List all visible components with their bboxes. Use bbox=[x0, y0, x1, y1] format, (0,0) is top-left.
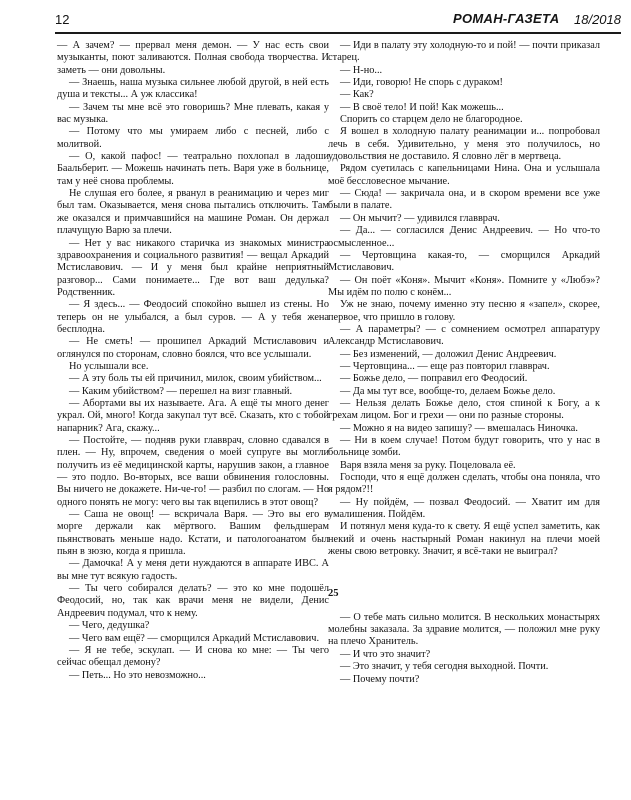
right-column bbox=[328, 40, 600, 686]
paragraph: — Чего, дедушка? bbox=[69, 620, 150, 632]
paragraph: Господи, что я ещё должен сделать, чтобы она поняла, что я рядом?!! bbox=[328, 472, 600, 496]
paragraph: — Зачем ты мне всё это говоришь? Мне плевать, какая у вас музыка. bbox=[57, 101, 329, 126]
paragraph: — Это значит, у тебя сегодня выходной. Почти. bbox=[340, 661, 549, 673]
left-column bbox=[57, 40, 329, 682]
paragraph: — Иди в палату эту холодную-то и пой! — почти приказал старец. bbox=[328, 40, 600, 64]
paragraph: Варя взяла меня за руку. Поцеловала её. bbox=[340, 459, 516, 471]
magazine-title: РОМАН-ГАЗЕТА bbox=[453, 11, 560, 26]
paragraph: — А параметры? — с сомнением осмотрел аппаратуру Александр Мстиславович. bbox=[328, 323, 600, 348]
paragraph: Но услышали все. bbox=[69, 360, 149, 372]
paragraph: — Да мы тут все, вообще-то, делаем Божье дело. bbox=[340, 385, 556, 397]
issue-number: 18/2018 bbox=[574, 12, 621, 27]
paragraph: — Сюда! — закричала она, и в скором времени все уже были в палате. bbox=[328, 188, 600, 212]
paragraph: — Да... — согласился Денис Андреевич. — Но что-то осмысленное... bbox=[328, 225, 600, 249]
paragraph: — А зачем? — прервал меня демон. — У нас есть свои музыканты, поют заливаются. Полная свобода творчества. И заметь — они довольны. bbox=[57, 40, 329, 76]
page-header bbox=[55, 10, 621, 40]
paragraph: — Постойте, — подняв руки главврач, словно сдавался в плен. — Ну, впрочем, сведения о моей супруге вы могли получить из её медицинской карты, нарушив закон, а главное — это подло. Во-вторых, все ваши обвинения голословны. Вы ничего не докажете. Ни-че-го! — разбил по слогам. — Но одного понять не могу: чего вы так вцепились в этот овощ? bbox=[57, 435, 329, 508]
paragraph: И потянул меня куда-то к свету. Я ещё успел заметить, как некий и очень настырный Роман накинул на плечи моей жены свою ветровку. Значит, я всё-таки не выиграл? bbox=[328, 521, 600, 558]
page-number: 12 bbox=[55, 12, 70, 27]
paragraph: — Чертовщина... — еще раз повторил главврач. bbox=[340, 360, 550, 372]
paragraph: — В своё тело! И пой! Как можешь... bbox=[340, 101, 504, 113]
paragraph: — Нельзя делать Божье дело, стоя спиной к Богу, а к грехам лицом. Бог и грехи — они по разные стороны. bbox=[328, 397, 600, 422]
paragraph: — Он поёт «Коня». Мычит «Коня». Помните у «Любэ»? Мы идём по полю с конём... bbox=[328, 274, 600, 298]
paragraph: Спорить со старцем дело не благородное. bbox=[340, 114, 523, 126]
paragraph: Уж не знаю, почему именно эту песню я «запел», скорее, первое, что пришло в голову. bbox=[328, 299, 600, 323]
paragraph: — Петь... Но это невозможно... bbox=[69, 669, 206, 681]
paragraph: — И что это значит? bbox=[340, 648, 431, 660]
paragraph: — А эту боль ты ей причинил, милок, своим убийством... bbox=[69, 373, 322, 385]
paragraph: — Можно я на видео запишу? — вмешалась Ниночка. bbox=[340, 422, 578, 434]
paragraph: — Он мычит? — удивился главврач. bbox=[340, 212, 500, 224]
paragraph: Я вошел в холодную палату реанимации и... попробовал лечь в себя. Удивительно, у меня это получилось, но удовольствия не доставило. Я словно лёг в мертвеца. bbox=[328, 126, 600, 163]
paragraph: — О тебе мать сильно молится. В нескольких монастырях молебны заказала. За здравие молится, — положил мне руку на плечо Хранитель. bbox=[328, 611, 600, 648]
paragraph: — Нет у вас никакого старичка из знакомых министра здравоохранения и социального развития! — вещал Аркадий Мстиславович. — И у меня был крайне неприятный разговор... Сами понимаете... Где вот ваш дедулька? Родственник. bbox=[57, 237, 329, 298]
paragraph: — Дамочка! А у меня дети нуждаются в аппарате ИВС. А вы мне тут всякую гадость. bbox=[57, 558, 329, 582]
paragraph: — Почему почти? bbox=[340, 673, 420, 685]
paragraph: — Чертовщина какая-то, — сморщился Аркадий Мстиславович. bbox=[328, 249, 600, 274]
paragraph: — Иди, говорю! Не спорь с дураком! bbox=[340, 77, 503, 89]
paragraph: — Потому что мы умираем либо с песней, либо с молитвой. bbox=[57, 126, 329, 150]
paragraph: — Чего вам ещё? — сморщился Аркадий Мстиславович. bbox=[69, 632, 320, 644]
paragraph: — Ты чего собирался делать? — это ко мне подошёл Феодосий, но, так как врачи меня не видели, Денис Андреевич подумал, что к нему. bbox=[57, 583, 329, 619]
paragraph: — Божье дело, — поправил его Феодосий. bbox=[340, 373, 528, 385]
paragraph: — Саша не овощ! — вскричала Варя. — Это вы его в морге держали как мёртвого. Вашим фельдшерам пьянствовать меньше надо. Кстати, и патологоанатом был пьян в зюзю, когда я пришла. bbox=[57, 509, 329, 558]
paragraph: — Не сметь! — прошипел Аркадий Мстиславович и оглянулся по сторонам, словно боялся, что все услышали. bbox=[57, 336, 329, 360]
paragraph: — Ни в коем случае! Потом будут говорить, что у нас в больнице зомби. bbox=[328, 435, 600, 459]
paragraph: — Ну пойдём, — позвал Феодосий. — Хватит им для умалишения. Пойдём. bbox=[328, 496, 600, 521]
paragraph: — Без изменений, — доложил Денис Андреевич. bbox=[340, 348, 557, 360]
paragraph: — Я здесь... — Феодосий спокойно вышел из стены. Но теперь он не улыбался, а был суров. — А у тебя жена бесплодна. bbox=[57, 299, 329, 335]
header-rule bbox=[55, 32, 621, 34]
paragraph: Не слушая его более, я рванул в реанимацию и через миг был там. Оказывается, меня снова пытались отключить. Там же оказался и примчавшийся на машине Роман. Он держал плачущую Варю за плечи. bbox=[57, 188, 329, 237]
paragraph: — Абортами вы их называете. Ага. А ещё ты много денег украл. Ой, много! Когда закупал тут всё. Сказать, кто с тобой напарник? Ага, скажу... bbox=[57, 397, 329, 434]
chapter-number: 25 bbox=[328, 588, 339, 600]
paragraph: Рядом суетилась с капельницами Нина. Она и услышала моё бессловесное мычание. bbox=[328, 163, 600, 187]
paragraph: — Н-но... bbox=[340, 64, 383, 76]
paragraph: — Как? bbox=[340, 89, 374, 101]
paragraph: — О, какой пафос! — театрально похлопал в ладоши Баальберит. — Можешь начинать петь. Варя уже в больнице, там у неё снова проблемы. bbox=[57, 151, 329, 187]
paragraph: — Знаешь, наша музыка сильнее любой другой, в ней есть душа и тексты... А уж классика! bbox=[57, 77, 329, 101]
paragraph: — Я не тебе, эскулап. — И снова ко мне: — Ты чего сейчас обещал демону? bbox=[57, 644, 329, 669]
paragraph: — Каким убийством? — перешел на визг главный. bbox=[69, 385, 293, 397]
